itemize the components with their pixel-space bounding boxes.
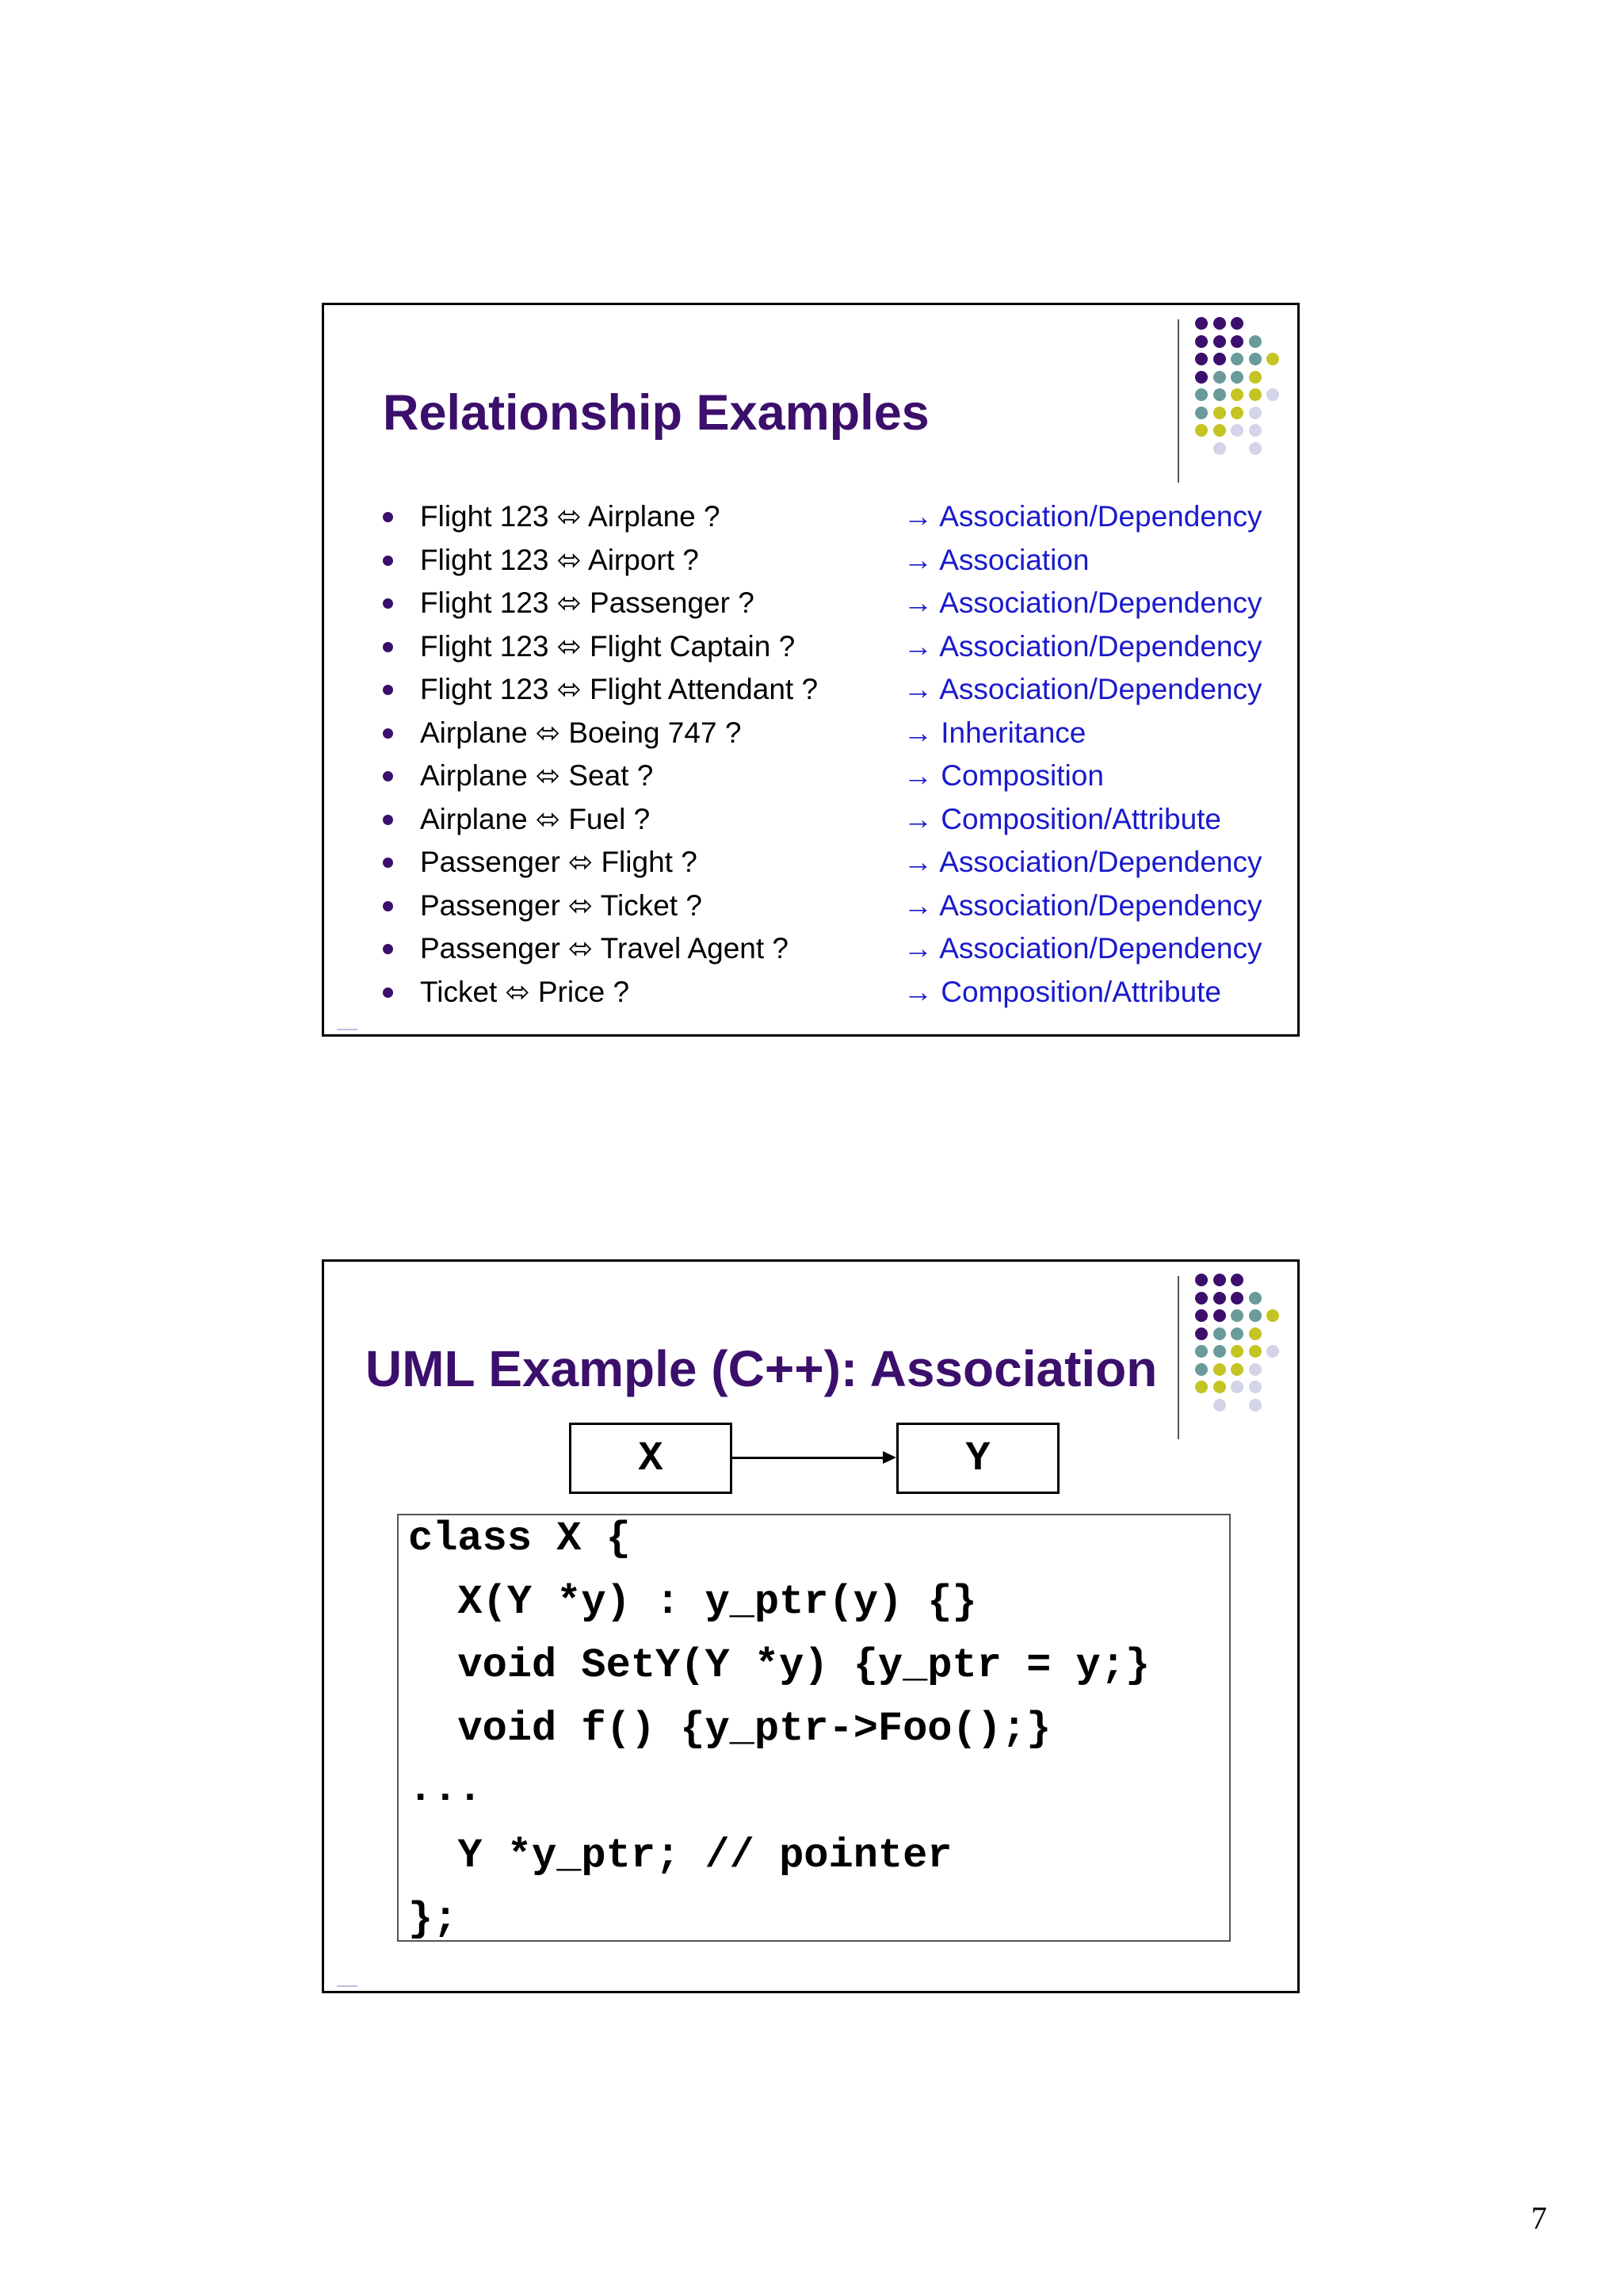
slide-relationship-examples (322, 303, 1300, 1037)
decorative-dot (1195, 1345, 1208, 1358)
decorative-dot (1249, 1309, 1262, 1322)
slide-title: Relationship Examples (383, 385, 930, 441)
code-line: X(Y *y) : y_ptr(y) {} (408, 1579, 977, 1626)
bullet-icon (383, 598, 393, 609)
decorative-dot (1249, 1345, 1262, 1358)
slide-thumbnail-mark (337, 1013, 357, 1030)
decorative-dot (1213, 388, 1226, 401)
decorative-dot (1231, 407, 1243, 419)
slide-thumbnail-mark (337, 1969, 357, 1987)
decorative-dot (1213, 1399, 1226, 1412)
decorative-dot (1266, 353, 1279, 365)
decorative-dot (1195, 335, 1208, 348)
relationship-question: Flight 123 ⬄ Flight Attendant ? (420, 673, 819, 705)
bullet-icon (383, 944, 393, 954)
relationship-question: Passenger ⬄ Travel Agent ? (420, 932, 789, 965)
decorative-dot (1195, 388, 1208, 401)
relationship-answer: → Inheritance (903, 716, 1086, 749)
decorative-dot (1231, 1292, 1243, 1305)
decorative-dot (1231, 1274, 1243, 1286)
decorative-dot (1231, 1345, 1243, 1358)
relationship-question: Flight 123 ⬄ Flight Captain ? (420, 629, 796, 663)
decorative-dot (1231, 424, 1243, 437)
relationship-question: Flight 123 ⬄ Airplane ? (420, 500, 720, 533)
decorative-dot (1213, 1363, 1226, 1376)
relationship-answer: → Association/Dependency (903, 500, 1262, 533)
relationship-answer: → Association/Dependency (903, 932, 1262, 965)
bullet-icon (383, 901, 393, 911)
decorative-dot (1231, 1328, 1243, 1340)
relationship-question: Airplane ⬄ Fuel ? (420, 802, 651, 835)
decorative-dot (1195, 1381, 1208, 1393)
bullet-icon (383, 815, 393, 825)
decorative-dot (1195, 1309, 1208, 1322)
decorative-dot (1195, 1328, 1208, 1340)
decorative-dot (1231, 353, 1243, 365)
decorative-dot (1213, 335, 1226, 348)
relationship-answer: → Association/Dependency (903, 846, 1262, 878)
code-line: Y *y_ptr; // pointer (408, 1832, 953, 1879)
relationship-answer: → Association/Dependency (903, 629, 1262, 663)
bullet-icon (383, 556, 393, 566)
relationship-question: Flight 123 ⬄ Airport ? (420, 543, 699, 576)
bullet-icon (383, 512, 393, 522)
decorative-dot (1249, 353, 1262, 365)
decorative-dot (1266, 388, 1279, 401)
bullet-icon (383, 858, 393, 868)
slide-title: UML Example (C++): Association (365, 1340, 1158, 1397)
arrowhead-icon (883, 1451, 896, 1464)
association-line (732, 1457, 888, 1459)
decorative-dot (1231, 1363, 1243, 1376)
decorative-dot (1213, 1381, 1226, 1393)
decorative-dot (1249, 388, 1262, 401)
decorative-dot (1231, 317, 1243, 330)
decorative-dot (1249, 442, 1262, 455)
decorative-dot (1249, 1328, 1262, 1340)
decorative-dot (1231, 1309, 1243, 1322)
bullet-icon (383, 685, 393, 695)
uml-class-x-box: X (569, 1423, 732, 1494)
decorative-dot (1231, 335, 1243, 348)
decorative-dot (1213, 442, 1226, 455)
bullet-icon (383, 771, 393, 781)
relationship-answer: → Association/Dependency (903, 888, 1262, 922)
decorative-dot (1195, 1363, 1208, 1376)
decorative-dot (1195, 317, 1208, 330)
relationship-question: Airplane ⬄ Seat ? (420, 759, 654, 792)
decorative-dot (1249, 1381, 1262, 1393)
decorative-dot (1249, 424, 1262, 437)
bullet-icon (383, 988, 393, 998)
decorative-dot (1266, 1345, 1279, 1358)
uml-class-y-box: Y (896, 1423, 1060, 1494)
decorative-dot (1195, 371, 1208, 384)
code-line: void f() {y_ptr->Foo();} (408, 1706, 1052, 1752)
code-line: class X { (408, 1515, 631, 1562)
code-line: }; (408, 1896, 458, 1943)
decorative-dot (1213, 407, 1226, 419)
decorative-dot (1213, 371, 1226, 384)
decorative-dot (1249, 1292, 1262, 1305)
relationship-answer: → Composition/Attribute (903, 975, 1222, 1008)
decorative-dot (1195, 1292, 1208, 1305)
decorative-dot-grid (1195, 1274, 1286, 1424)
page-number: 7 (1531, 2200, 1547, 2236)
decorative-dot (1249, 371, 1262, 384)
relationship-question: Ticket ⬄ Price ? (420, 975, 630, 1008)
relationship-question: Flight 123 ⬄ Passenger ? (420, 586, 754, 619)
code-block (397, 1514, 1231, 1942)
bullet-icon (383, 728, 393, 739)
code-line: ... (408, 1766, 483, 1813)
decorative-dot (1249, 1399, 1262, 1412)
relationship-question: Airplane ⬄ Boeing 747 ? (420, 716, 742, 749)
title-divider (1178, 1276, 1179, 1439)
decorative-dot (1266, 1309, 1279, 1322)
decorative-dot (1213, 1274, 1226, 1286)
relationship-answer: → Composition/Attribute (903, 802, 1222, 835)
decorative-dot (1213, 1309, 1226, 1322)
relationship-answer: → Association (903, 543, 1090, 576)
decorative-dot (1249, 407, 1262, 419)
decorative-dot (1231, 1381, 1243, 1393)
decorative-dot (1195, 1274, 1208, 1286)
code-line: void SetY(Y *y) {y_ptr = y;} (408, 1642, 1151, 1689)
decorative-dot (1231, 371, 1243, 384)
decorative-dot-grid (1195, 317, 1286, 468)
decorative-dot (1195, 353, 1208, 365)
decorative-dot (1213, 1328, 1226, 1340)
relationship-answer: → Composition (903, 759, 1104, 792)
decorative-dot (1213, 353, 1226, 365)
slide-uml-association (322, 1259, 1300, 1993)
relationship-answer: → Association/Dependency (903, 586, 1262, 619)
decorative-dot (1195, 407, 1208, 419)
decorative-dot (1213, 1292, 1226, 1305)
decorative-dot (1213, 317, 1226, 330)
decorative-dot (1249, 335, 1262, 348)
decorative-dot (1249, 1363, 1262, 1376)
title-divider (1178, 319, 1179, 483)
relationship-answer: → Association/Dependency (903, 673, 1262, 705)
relationship-question: Passenger ⬄ Flight ? (420, 846, 697, 878)
bullet-icon (383, 642, 393, 652)
decorative-dot (1213, 1345, 1226, 1358)
decorative-dot (1195, 424, 1208, 437)
decorative-dot (1231, 388, 1243, 401)
decorative-dot (1213, 424, 1226, 437)
relationship-question: Passenger ⬄ Ticket ? (420, 888, 702, 922)
